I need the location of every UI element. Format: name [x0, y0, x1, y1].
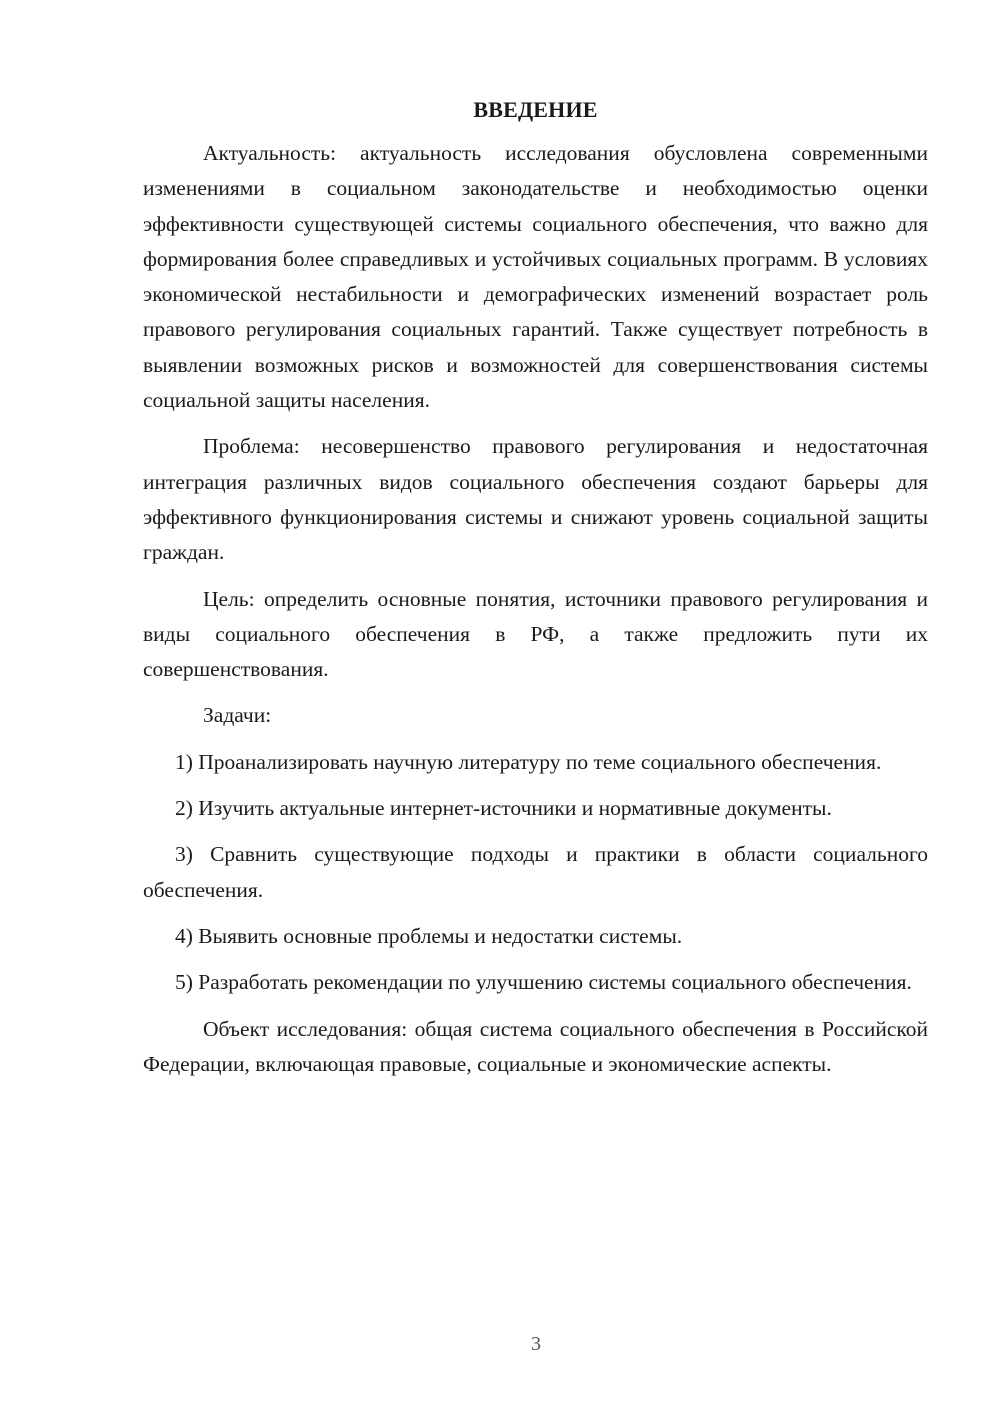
task-item-2: 2) Изучить актуальные интернет-источники и нормативные документы. — [175, 796, 832, 821]
paragraph-tasks-heading: Задачи: — [203, 703, 272, 728]
paragraph-research-object: Объект исследования: общая система социального обеспечения в Российской Федерации, включающая правовые, социальные и экономические аспекты. — [143, 1016, 928, 1076]
task-item-5: 5) Разработать рекомендации по улучшению системы социального обеспечения. — [175, 970, 912, 995]
task-item-1: 1) Проанализировать научную литературу по теме социального обеспечения. — [175, 749, 882, 774]
page-number: 3 — [531, 1333, 541, 1355]
page-content — [143, 94, 928, 1093]
paragraph-goal: Цель: определить основные понятия, источники правового регулирования и виды социального обеспечения в РФ, а также предложить пути их совершенствования. — [143, 586, 928, 682]
task-item-4: 4) Выявить основные проблемы и недостатки системы. — [175, 923, 683, 948]
paragraph-relevance: Актуальность: актуальность исследования обусловлена современными изменениями в социальном законодательстве и необходимостью оценки эффективности существующей системы социального обеспечения, что важно для формирования более справедливых и устойчивых социальных программ. В условиях экономической нестабильности и демографических изменений возрастает роль правового регулирования социальных гарантий. Также существует потребность в выявлении возможных рисков и возможностей для совершенствования системы социальной защиты населения. — [143, 141, 928, 413]
paragraph-problem: Проблема: несовершенство правового регулирования и недостаточная интеграция различных видов социального обеспечения создают барьеры для эффективного функционирования системы и снижают уровень социальной защиты граждан. — [143, 434, 928, 565]
section-title: ВВЕДЕНИЕ — [473, 97, 598, 122]
task-item-3: 3) Сравнить существующие подходы и практики в области социального обеспечения. — [143, 842, 928, 902]
